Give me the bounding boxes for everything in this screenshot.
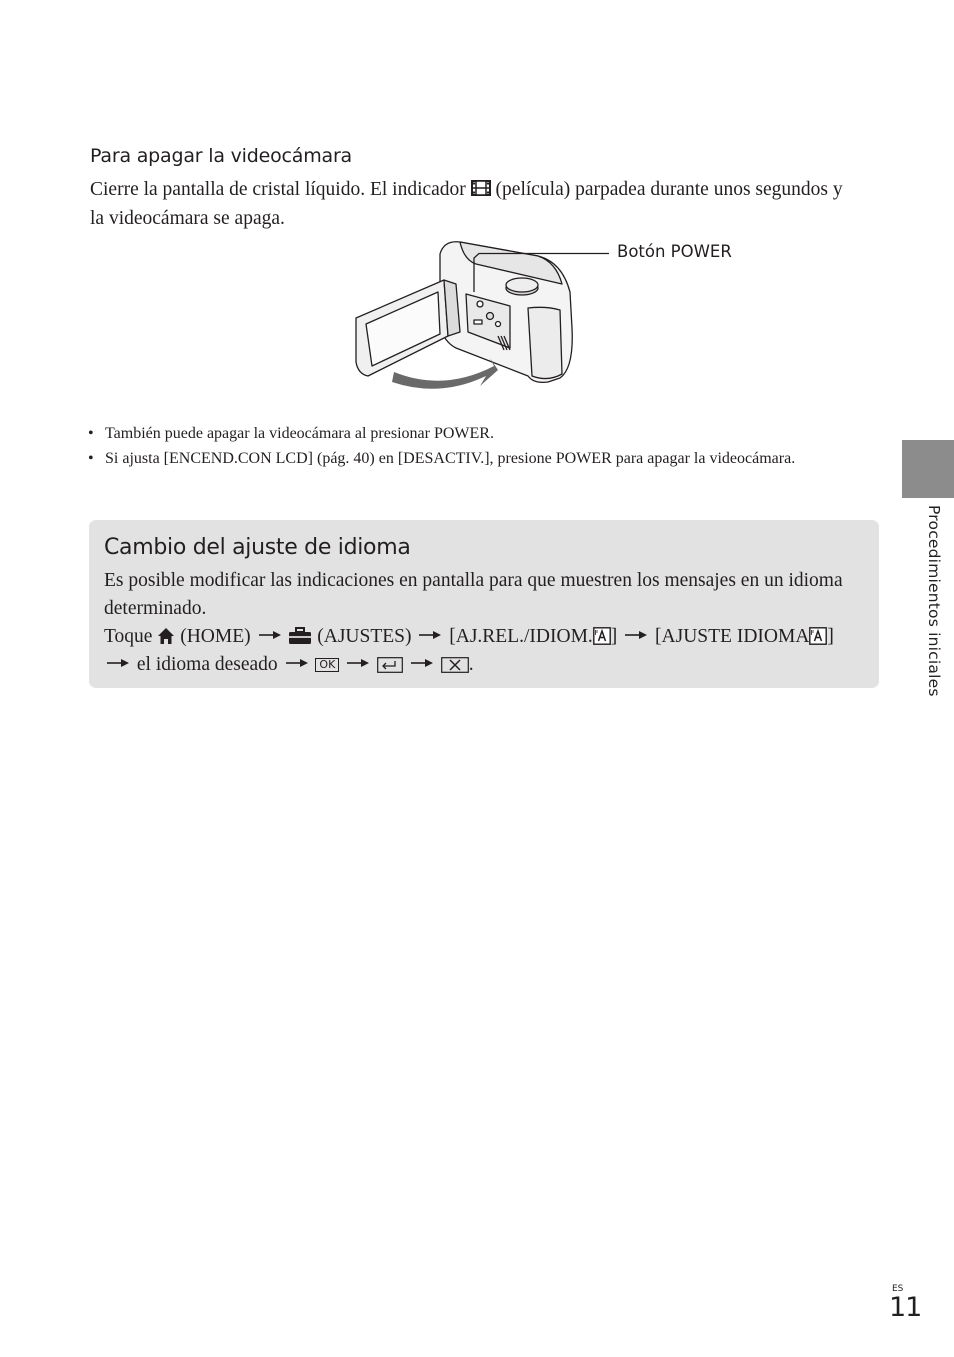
arrow-right-icon [625, 630, 647, 640]
bullet-text: Si ajusta [ENCEND.CON LCD] (pág. 40) en [DESACTIV.], presione POWER para apagar la videocámara. [105, 449, 796, 467]
ok-button-icon: OK [315, 658, 339, 672]
arrow-right-icon [259, 630, 281, 640]
toque-text: Toque [104, 626, 153, 647]
film-icon [471, 179, 491, 197]
para-part-2: (película) parpadea durante unos segundos y la videocámara se apaga. [90, 179, 843, 229]
ajuste-idioma-text: [AJUSTE IDIOMA [655, 626, 810, 647]
bullet-text: También puede apagar la videocámara al presionar POWER. [105, 425, 494, 442]
section-heading: Para apagar la videocámara [90, 145, 352, 167]
toolbox-icon [288, 627, 312, 645]
arrow-right-icon [347, 658, 369, 668]
side-tab-marker [902, 440, 954, 498]
home-icon [157, 627, 175, 645]
box-title: Cambio del ajuste de idioma [104, 535, 411, 560]
box-description: Es posible modificar las indicaciones en pantalla para que muestren los mensajes en un idioma determinado. [104, 570, 843, 619]
bullet-dot: • [88, 449, 94, 467]
callout-line [472, 252, 609, 294]
arrow-right-icon [411, 658, 433, 668]
notes-list [88, 422, 808, 471]
bullet-dot: • [88, 425, 94, 442]
page-language: ES [892, 1284, 904, 1294]
language-icon [593, 627, 611, 645]
list-item [88, 422, 808, 447]
intro-paragraph [90, 175, 850, 233]
close-bracket: ] [610, 626, 618, 647]
arrow-right-icon [419, 630, 441, 640]
close-icon [441, 657, 469, 673]
list-item [88, 447, 808, 472]
close-bracket: ] [827, 626, 834, 647]
home-text: (HOME) [180, 626, 251, 647]
language-icon [809, 627, 827, 645]
para-part-1: Cierre la pantalla de cristal líquido. El indicador [90, 179, 466, 200]
ajustes-text: (AJUSTES) [317, 626, 412, 647]
side-section-label: Procedimientos iniciales [925, 505, 943, 697]
power-button-label: Botón POWER [617, 242, 732, 261]
language-setting-box [89, 520, 879, 688]
arrow-right-icon [107, 658, 129, 668]
period: . [468, 654, 474, 675]
ajrel-text: [AJ.REL./IDIOM. [449, 626, 593, 647]
return-icon [377, 657, 403, 673]
idioma-deseado-text: el idioma deseado [136, 654, 278, 675]
arrow-right-icon [286, 658, 308, 668]
box-text [104, 567, 864, 679]
page-number: 11 [889, 1292, 922, 1323]
